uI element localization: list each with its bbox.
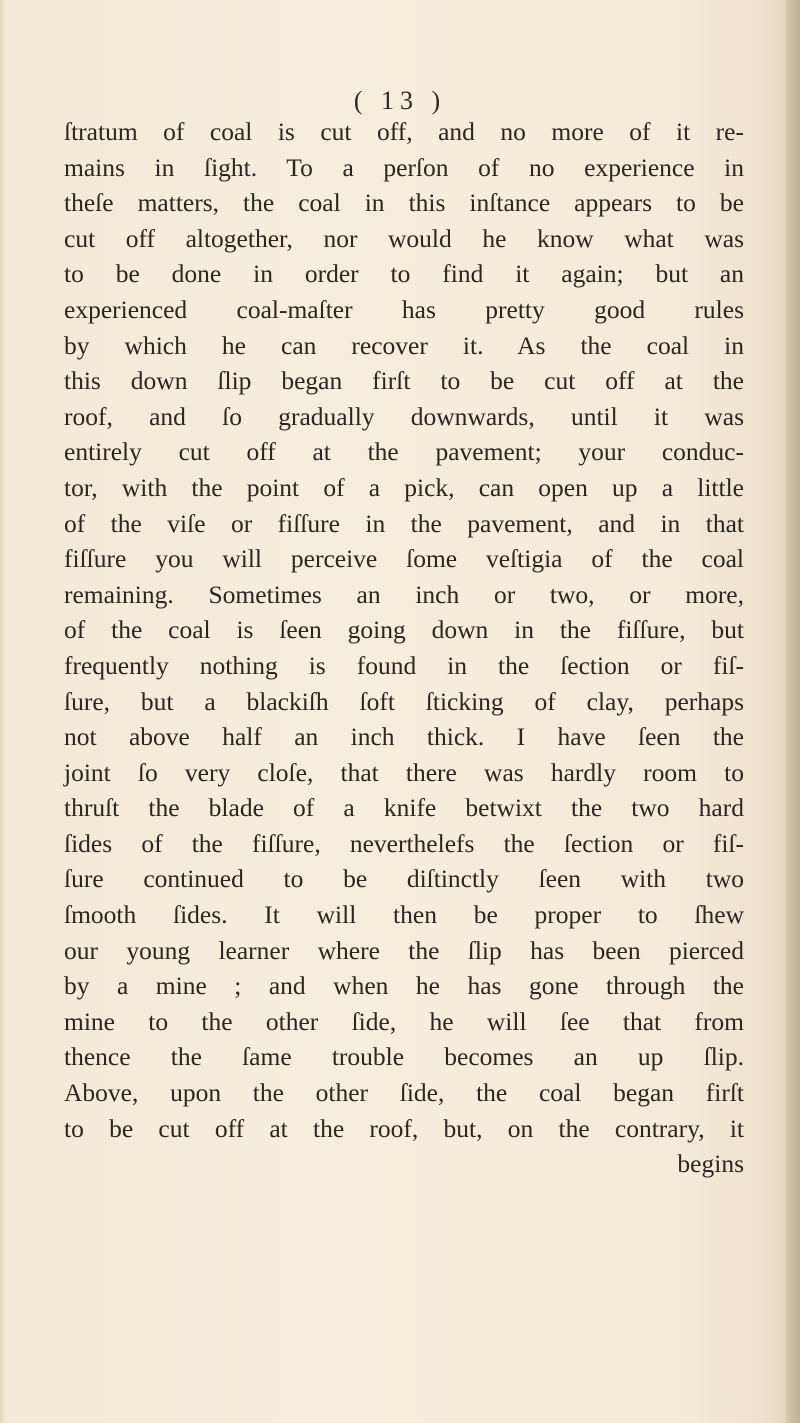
text-line: by a mine ; and when he has gone through the <box>64 971 744 1001</box>
text-line: tor, with the point of a pick, can open up a little <box>64 472 744 502</box>
text-line: of the viſe or fiſſure in the pavement, and in that <box>64 508 744 538</box>
text-line: remaining. Sometimes an inch or two, or more, <box>64 579 744 609</box>
body-text <box>64 114 744 1182</box>
text-line: thruſt the blade of a knife betwixt the two hard <box>64 793 744 823</box>
text-line: to be cut off at the roof, but, on the contrary, it <box>64 1113 744 1143</box>
text-line: theſe matters, the coal in this inſtance appears to be <box>64 188 744 218</box>
text-line: by which he can recover it. As the coal in <box>64 330 744 360</box>
text-line: our young learner where the ſlip has been pierced <box>64 935 744 965</box>
page-number: ( 13 ) <box>353 86 447 115</box>
text-line: thence the ſame trouble becomes an up ſlip. <box>64 1042 744 1072</box>
catchword: begins <box>677 1149 744 1179</box>
text-line: Above, upon the other ſide, the coal began firſt <box>64 1078 744 1108</box>
text-line: to be done in order to find it again; but an <box>64 259 744 289</box>
text-line: entirely cut off at the pavement; your conduc- <box>64 437 744 467</box>
text-line: this down ſlip began firſt to be cut off at the <box>64 366 744 396</box>
text-line: of the coal is ſeen going down in the fiſſure, but <box>64 615 744 645</box>
text-line: joint ſo very cloſe, that there was hardly room to <box>64 757 744 787</box>
text-line: ſure, but a blackiſh ſoft ſticking of clay, perhaps <box>64 686 744 716</box>
text-line: frequently nothing is found in the ſection or fiſ- <box>64 650 744 680</box>
text-line: ſmooth ſides. It will then be proper to ſhew <box>64 900 744 930</box>
text-line: not above half an inch thick. I have ſeen the <box>64 722 744 752</box>
page-edge-shadow <box>786 0 800 1423</box>
text-line: ſure continued to be diſtinctly ſeen with two <box>64 864 744 894</box>
text-line: ſides of the fiſſure, neverthelefs the ſection or fiſ- <box>64 828 744 858</box>
text-line: ſtratum of coal is cut off, and no more of it re- <box>64 117 744 146</box>
text-line: experienced coal-maſter has pretty good rules <box>64 294 744 324</box>
text-line: mine to the other ſide, he will ſee that from <box>64 1006 744 1036</box>
text-line: roof, and ſo gradually downwards, until it was <box>64 401 744 431</box>
page-gutter <box>0 0 6 1423</box>
text-line: cut off altogether, nor would he know what was <box>64 223 744 253</box>
text-line: mains in ſight. To a perſon of no experience in <box>64 152 744 182</box>
text-line: fiſſure you will perceive ſome veſtigia of the coal <box>64 544 744 574</box>
